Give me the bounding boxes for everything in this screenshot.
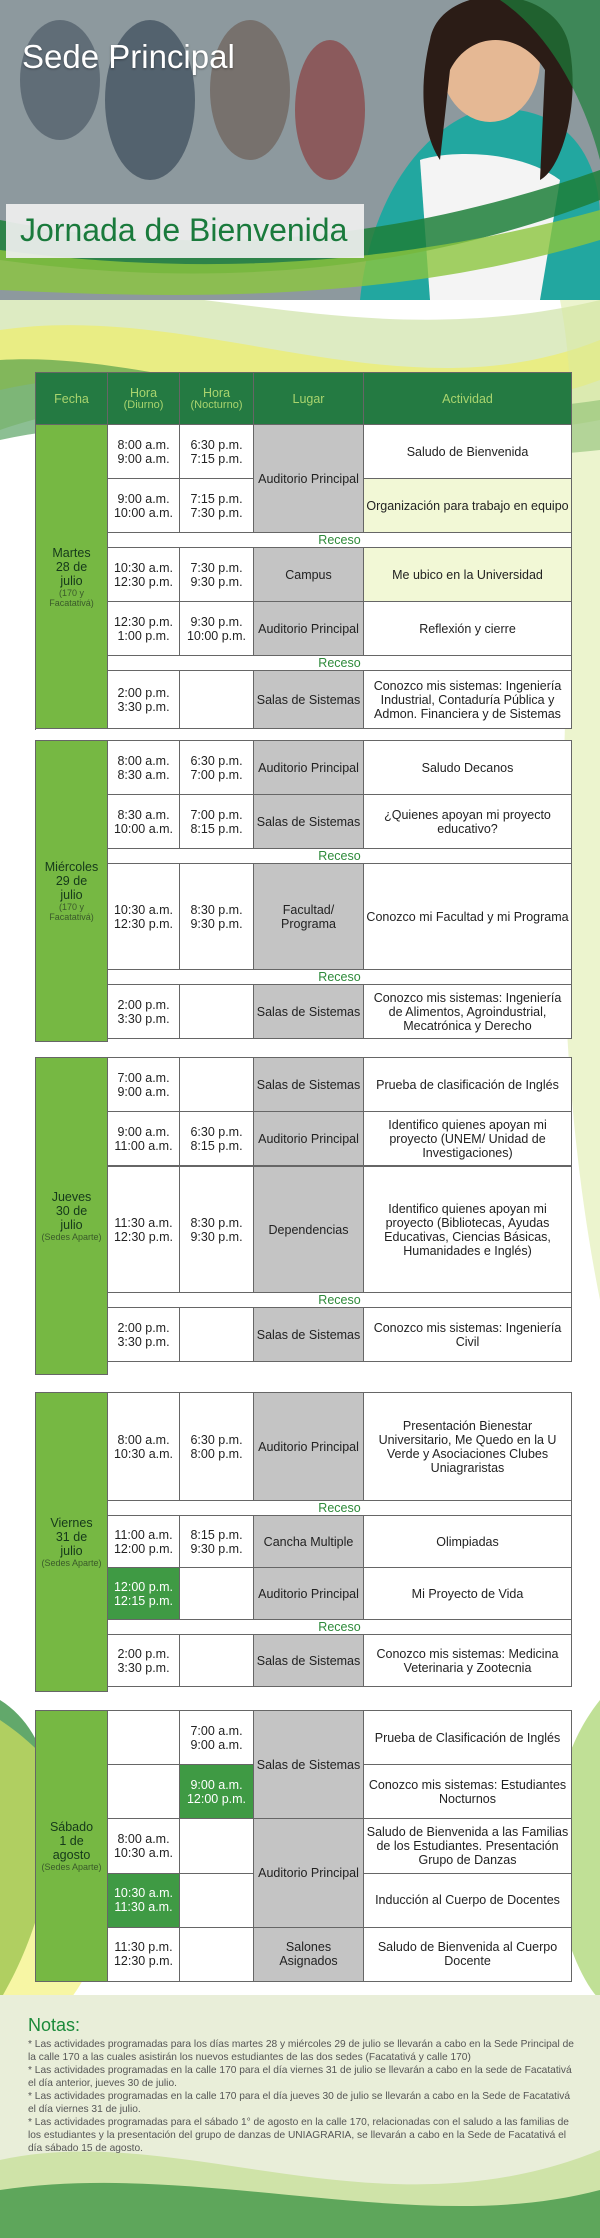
recess-label: Receso: [108, 533, 572, 548]
activity-cell: Conozco mi Facultad y mi Programa: [364, 864, 572, 970]
time-night: 9:30 p.m. 10:00 p.m.: [180, 602, 254, 656]
site-title: Sede Principal: [22, 38, 235, 75]
recess-row: [36, 849, 572, 864]
time-day: 10:30 a.m. 12:30 p.m.: [108, 548, 180, 602]
event-title: Jornada de Bienvenida: [20, 212, 348, 248]
activity-cell: Saludo de Bienvenida a las Familias de los Estudiantes. Presentación Grupo de Danzas: [364, 1819, 572, 1873]
place-cell: Dependencias: [254, 1167, 364, 1293]
time-day: 2:00 p.m. 3:30 p.m.: [108, 1308, 180, 1362]
table-row: [36, 1112, 572, 1166]
table-row: [36, 1516, 572, 1568]
time-day: 8:00 a.m. 9:00 a.m.: [108, 425, 180, 479]
time-night: 9:00 a.m. 12:00 p.m.: [180, 1765, 254, 1819]
time-day-empty: [108, 1711, 180, 1765]
day-cell-jueves: Jueves 30 de julio (Sedes Aparte): [36, 1058, 108, 1375]
activity-cell: Conozco mis sistemas: Ingeniería de Alimentos, Agroindustrial, Mecatrónica y Derecho: [364, 985, 572, 1039]
time-night-empty: [180, 1873, 254, 1927]
place-cell: Salas de Sistemas: [254, 1308, 364, 1362]
time-night: 8:30 p.m. 9:30 p.m.: [180, 864, 254, 970]
time-night: 6:30 p.m. 8:00 p.m.: [180, 1393, 254, 1501]
recess-row: [36, 970, 572, 985]
activity-cell: Olimpiadas: [364, 1516, 572, 1568]
table-row: [36, 741, 572, 795]
time-night-empty: [180, 985, 254, 1039]
time-day: 8:00 a.m. 10:30 a.m.: [108, 1393, 180, 1501]
place-cell: Salas de Sistemas: [254, 1635, 364, 1687]
table-row: [36, 1058, 572, 1112]
activity-cell: Saludo de Bienvenida al Cuerpo Docente: [364, 1927, 572, 1981]
activity-cell: Conozco mis sistemas: Estudiantes Nocturnos: [364, 1765, 572, 1819]
activity-cell: Inducción al Cuerpo de Docentes: [364, 1873, 572, 1927]
activity-cell: Identifico quienes apoyan mi proyecto (UNEM/ Unidad de Investigaciones): [364, 1112, 572, 1166]
place-cell: Salas de Sistemas: [254, 795, 364, 849]
time-day: 8:30 a.m. 10:00 a.m.: [108, 795, 180, 849]
activity-cell: Conozco mis sistemas: Medicina Veterinaria y Zootecnia: [364, 1635, 572, 1687]
table-row: [36, 671, 572, 729]
column-header-hora-diurno: Hora (Diurno): [108, 373, 180, 425]
table-row: [36, 1819, 572, 1873]
recess-row: [36, 1501, 572, 1516]
schedule-saturday: [35, 1710, 572, 1982]
table-row: [36, 1167, 572, 1293]
recess-row: [36, 656, 572, 671]
place-cell: Auditorio Principal: [254, 741, 364, 795]
time-day: 9:00 a.m. 10:00 a.m.: [108, 479, 180, 533]
schedule-tuesday: [35, 372, 572, 729]
activity-cell: Identifico quienes apoyan mi proyecto (Bibliotecas, Ayudas Educativas, Ciencias Básicas, Humanidades e Inglés): [364, 1167, 572, 1293]
time-day: 11:30 p.m. 12:30 p.m.: [108, 1927, 180, 1981]
time-day: 12:00 p.m. 12:15 p.m.: [108, 1568, 180, 1620]
time-night: 7:30 p.m. 9:30 p.m.: [180, 548, 254, 602]
time-day: 2:00 p.m. 3:30 p.m.: [108, 1635, 180, 1687]
table-row: [36, 1927, 572, 1981]
recess-label: Receso: [108, 1501, 572, 1516]
place-cell: Salas de Sistemas: [254, 1058, 364, 1112]
time-day: 10:30 a.m. 11:30 a.m.: [108, 1873, 180, 1927]
table-row: [36, 1635, 572, 1687]
day-cell-martes: Martes 28 de julio (170 y Facatativá): [36, 425, 108, 729]
time-day: 12:30 p.m. 1:00 p.m.: [108, 602, 180, 656]
place-cell: Salones Asignados: [254, 1927, 364, 1981]
time-day: 7:00 a.m. 9:00 a.m.: [108, 1058, 180, 1112]
recess-row: [36, 1293, 572, 1308]
place-cell: Auditorio Principal: [254, 1568, 364, 1620]
place-cell: Auditorio Principal: [254, 602, 364, 656]
time-night: 8:15 p.m. 9:30 p.m.: [180, 1516, 254, 1568]
time-night-empty: [180, 1635, 254, 1687]
time-day-empty: [108, 1765, 180, 1819]
activity-cell: Presentación Bienestar Universitario, Me Quedo en la U Verde y Asociaciones Clubes Uniagraristas: [364, 1393, 572, 1501]
table-row: [36, 425, 572, 479]
recess-label: Receso: [108, 970, 572, 985]
recess-label: Receso: [108, 849, 572, 864]
time-night-empty: [180, 671, 254, 729]
table-row: [36, 795, 572, 849]
table-row: [36, 548, 572, 602]
activity-cell: ¿Quienes apoyan mi proyecto educativo?: [364, 795, 572, 849]
recess-row: [36, 533, 572, 548]
column-header-lugar: Lugar: [254, 373, 364, 425]
activity-cell: Conozco mis sistemas: Ingeniería Industrial, Contaduría Pública y Admon. Financiera y de Sistemas: [364, 671, 572, 729]
place-cell: Salas de Sistemas: [254, 1711, 364, 1819]
activity-cell: Organización para trabajo en equipo: [364, 479, 572, 533]
activity-cell: Mi Proyecto de Vida: [364, 1568, 572, 1620]
time-night: 7:00 p.m. 8:15 p.m.: [180, 795, 254, 849]
table-row: [36, 1711, 572, 1765]
time-night-empty: [180, 1058, 254, 1112]
activity-cell: Saludo de Bienvenida: [364, 425, 572, 479]
column-header-actividad: Actividad: [364, 373, 572, 425]
time-night: 6:30 p.m. 7:15 p.m.: [180, 425, 254, 479]
time-night-empty: [180, 1819, 254, 1873]
column-header-fecha: Fecha: [36, 373, 108, 425]
day-cell-miercoles: Miércoles 29 de julio (170 y Facatativá): [36, 741, 108, 1042]
note-item: * Las actividades programadas para el sábado 1° de agosto en la calle 170, relacionadas con el saludo a las familias de los estudiantes y la presentación del grupo de danzas de UNIAGRARIA, se llevarán a cabo en la Sede de Facatativá el día sábado 15 de agosto.: [28, 2117, 569, 2154]
place-cell: Cancha Multiple: [254, 1516, 364, 1568]
note-item: * Las actividades programadas en la calle 170 para el día jueves 30 de julio se llevarán a cabo en la Sede de Facatativá el día viernes 31 de julio.: [28, 2091, 570, 2115]
place-cell: Campus: [254, 548, 364, 602]
note-item: * Las actividades programadas para los días martes 28 y miércoles 29 de julio se llevarán a cabo en la Sede Principal de la calle 170 a las cuales asistirán los nuevos estudiantes de las dos sedes (Facatativá y calle 170): [28, 2039, 574, 2063]
event-banner: [6, 204, 364, 258]
recess-label: Receso: [108, 656, 572, 671]
activity-cell: Reflexión y cierre: [364, 602, 572, 656]
recess-row: [36, 1620, 572, 1635]
place-cell: Facultad/ Programa: [254, 864, 364, 970]
activity-cell: Prueba de Clasificación de Inglés: [364, 1711, 572, 1765]
time-night-empty: [180, 1568, 254, 1620]
table-row: [36, 985, 572, 1039]
time-night: 6:30 p.m. 7:00 p.m.: [180, 741, 254, 795]
time-night-empty: [180, 1927, 254, 1981]
place-cell: Auditorio Principal: [254, 1819, 364, 1927]
time-night-empty: [180, 1308, 254, 1362]
table-row: [36, 1308, 572, 1362]
notes-title: Notas:: [28, 2015, 81, 2035]
time-night: 8:30 p.m. 9:30 p.m.: [180, 1167, 254, 1293]
note-item: * Las actividades programadas en la calle 170 para el día viernes 31 de julio se llevarán a cabo en la sede de Facatativá el día anterior, jueves 30 de julio.: [28, 2065, 572, 2089]
table-row: [36, 1393, 572, 1501]
recess-label: Receso: [108, 1620, 572, 1635]
time-day: 9:00 a.m. 11:00 a.m.: [108, 1112, 180, 1166]
activity-cell: Prueba de clasificación de Inglés: [364, 1058, 572, 1112]
table-row: [36, 602, 572, 656]
time-day: 8:00 a.m. 8:30 a.m.: [108, 741, 180, 795]
notes-section: [28, 2015, 576, 2155]
schedule-thursday: [35, 1057, 572, 1375]
activity-cell: Saludo Decanos: [364, 741, 572, 795]
time-day: 10:30 a.m. 12:30 p.m.: [108, 864, 180, 970]
day-cell-sabado: Sábado 1 de agosto (Sedes Aparte): [36, 1711, 108, 1982]
time-day: 11:00 a.m. 12:00 p.m.: [108, 1516, 180, 1568]
table-header-row: [36, 373, 572, 425]
schedule-wednesday: [35, 740, 572, 1042]
time-day: 11:30 a.m. 12:30 p.m.: [108, 1167, 180, 1293]
table-row: [36, 864, 572, 970]
time-day: 8:00 a.m. 10:30 a.m.: [108, 1819, 180, 1873]
time-night: 7:00 a.m. 9:00 a.m.: [180, 1711, 254, 1765]
time-night: 6:30 p.m. 8:15 p.m.: [180, 1112, 254, 1166]
time-day: 2:00 p.m. 3:30 p.m.: [108, 671, 180, 729]
activity-cell: Conozco mis sistemas: Ingeniería Civil: [364, 1308, 572, 1362]
place-cell: Auditorio Principal: [254, 1393, 364, 1501]
schedule-friday: [35, 1392, 572, 1692]
place-cell: Auditorio Principal: [254, 425, 364, 533]
time-night: 7:15 p.m. 7:30 p.m.: [180, 479, 254, 533]
header-banner: [0, 0, 600, 300]
place-cell: Salas de Sistemas: [254, 985, 364, 1039]
column-header-hora-nocturno: Hora (Nocturno): [180, 373, 254, 425]
time-day: 2:00 p.m. 3:30 p.m.: [108, 985, 180, 1039]
place-cell: Auditorio Principal: [254, 1112, 364, 1166]
table-row: [36, 1568, 572, 1620]
day-cell-viernes: Viernes 31 de julio (Sedes Aparte): [36, 1393, 108, 1692]
place-cell: Salas de Sistemas: [254, 671, 364, 729]
recess-label: Receso: [108, 1293, 572, 1308]
activity-cell: Me ubico en la Universidad: [364, 548, 572, 602]
